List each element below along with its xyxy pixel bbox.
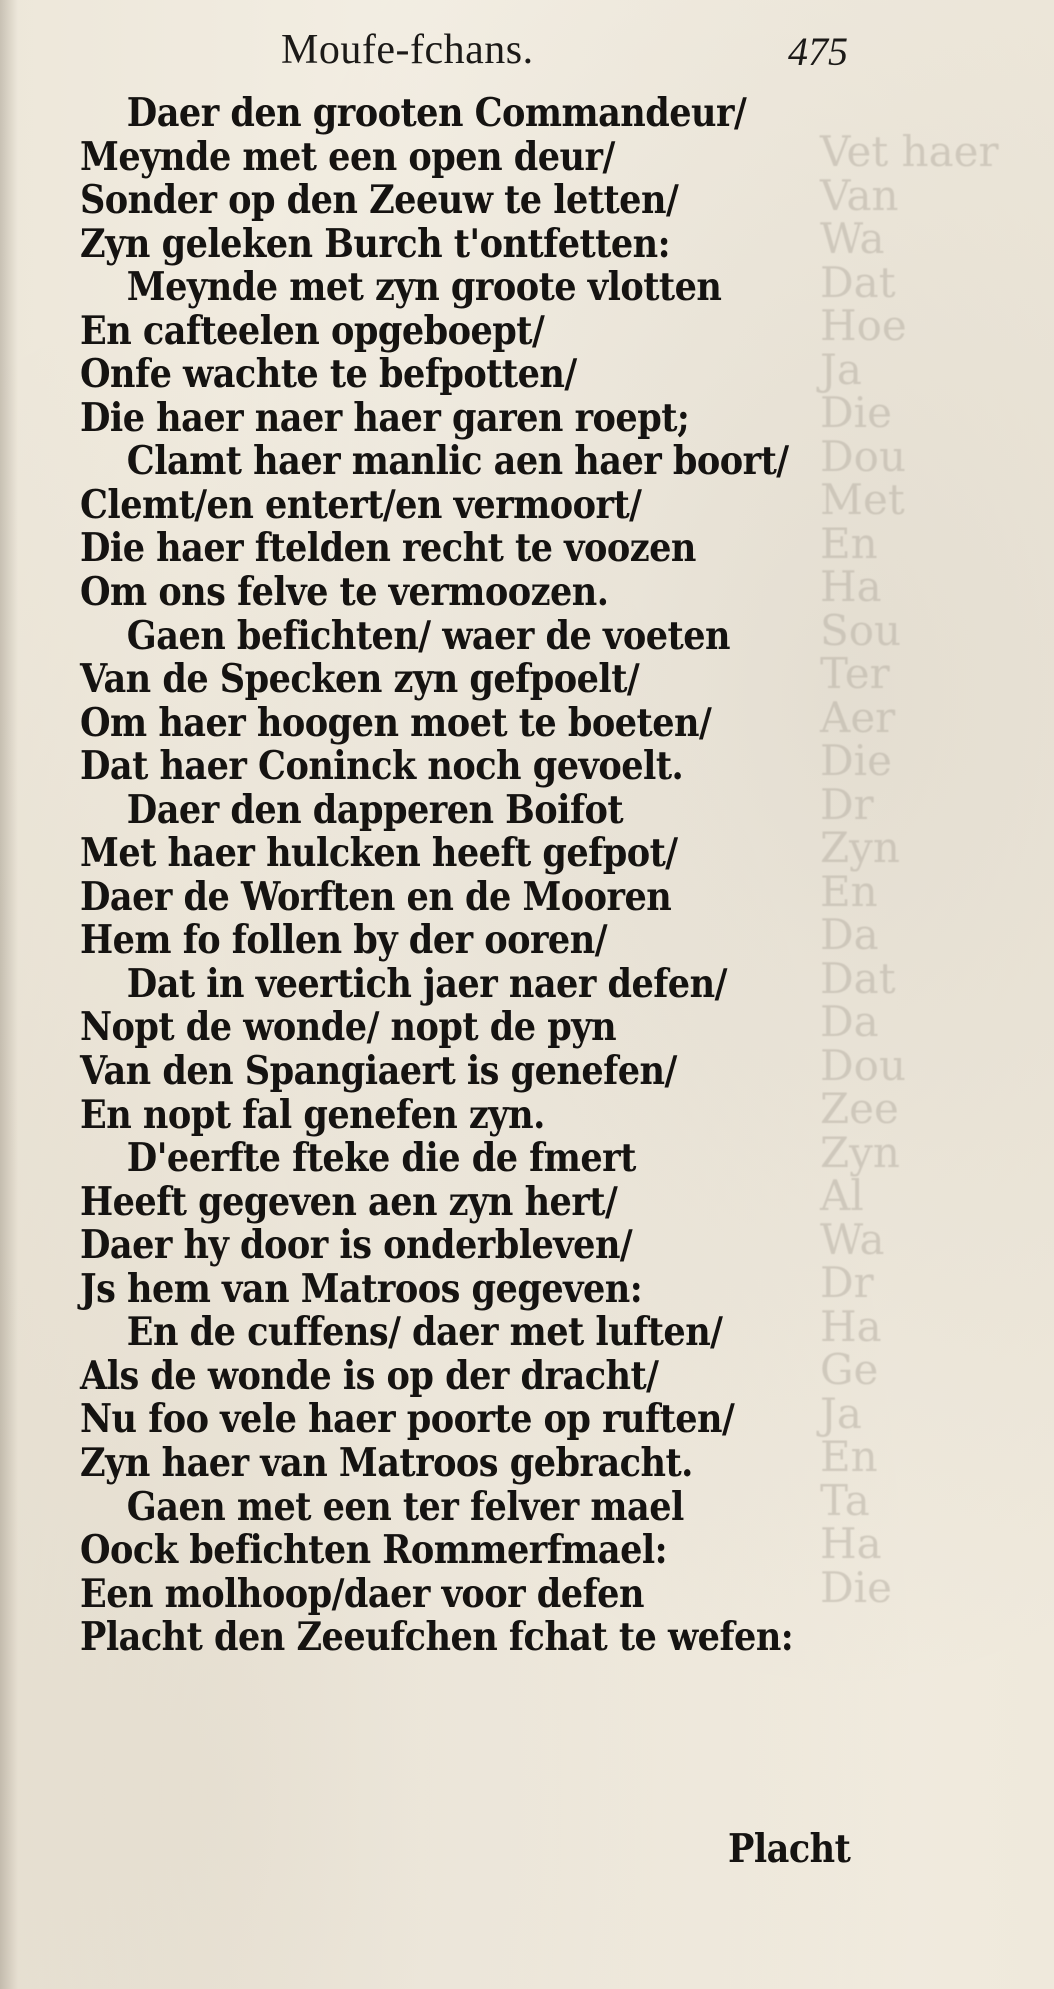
verse-line: En de cuffens/ daer met luften/ xyxy=(126,1309,723,1356)
verse-line: Een molhoop/daer voor defen xyxy=(80,1570,644,1617)
verse-line: Daer de Worften en de Mooren xyxy=(80,873,672,920)
verse-line: Zyn geleken Burch t'ontfetten: xyxy=(80,220,671,267)
verse-line: En cafteelen opgeboept/ xyxy=(80,307,545,354)
verse-line: En nopt fal genefen zyn. xyxy=(80,1091,545,1138)
verse-line: Nu foo vele haer poorte op ruften/ xyxy=(80,1396,735,1443)
verse-line: Die haer naer haer garen roept; xyxy=(80,394,690,441)
verse-line: Gaen met een ter felver mael xyxy=(126,1483,684,1530)
verse-line: Daer hy door is onderbleven/ xyxy=(80,1222,633,1269)
verse-line: Dat haer Coninck noch gevoelt. xyxy=(80,743,684,790)
verse-line: Daer den grooten Commandeur/ xyxy=(126,90,747,136)
catchword: Placht xyxy=(728,1826,851,1872)
page-number: 475 xyxy=(788,29,848,74)
verse-line: Van de Specken zyn gefpoelt/ xyxy=(80,656,640,703)
verse-line: Js hem van Matroos gegeven: xyxy=(80,1265,643,1312)
verse-line: Sonder op den Zeeuw te letten/ xyxy=(80,177,679,224)
verse-line: Nopt de wonde/ nopt de pyn xyxy=(80,1004,617,1051)
verse-line: Dat in veertich jaer naer defen/ xyxy=(126,960,727,1007)
verse-line: Om ons felve te vermoozen. xyxy=(80,569,609,616)
verse-line: Als de wonde is op der dracht/ xyxy=(80,1352,659,1399)
verse-line: Daer den dapperen Boifot xyxy=(126,786,624,833)
verse-line: Die haer ftelden recht te voozen xyxy=(80,525,696,572)
gutter-shadow xyxy=(0,0,18,1989)
running-head: Moufe-fchans. xyxy=(281,27,534,73)
verse-line: Zyn haer van Matroos gebracht. xyxy=(80,1439,693,1486)
verse-line: Heeft gegeven aen zyn hert/ xyxy=(80,1178,618,1225)
verse-line: D'eerfte fteke die de fmert xyxy=(126,1135,636,1182)
verse-line: Meynde met een open deur/ xyxy=(80,133,615,180)
verse-line: Clemt/en entert/en vermoort/ xyxy=(80,481,642,528)
verse-line: Oock befichten Rommerfmael: xyxy=(80,1527,668,1574)
verse-line: Placht den Zeeufchen fchat te wefen: xyxy=(80,1614,794,1661)
verse-line: Clamt haer manlic aen haer boort/ xyxy=(126,438,789,485)
verse-line: Van den Spangiaert is genefen/ xyxy=(80,1048,677,1095)
verse-line: Met haer hulcken heeft gefpot/ xyxy=(80,830,678,877)
verse-line: Hem fo follen by der ooren/ xyxy=(80,917,607,964)
verse-line: Om haer hoogen moet te boeten/ xyxy=(80,699,712,746)
show-through-reverse-page: Vet haer Van Wa Dat Hoe Ja Die Dou Met En Ha Sou Ter Aer Die Dr Zyn En Da Dat Da Dou Zee Zyn Al Wa Dr Ha Ge Ja En Ta Ha Die xyxy=(820,127,999,1612)
verse-line: Meynde met zyn groote vlotten xyxy=(126,264,722,311)
verse-line: Onfe wachte te befpotten/ xyxy=(80,351,577,398)
poem-text xyxy=(80,92,900,1660)
page-header xyxy=(0,22,1054,82)
verse-line: Gaen befichten/ waer de voeten xyxy=(126,612,730,659)
